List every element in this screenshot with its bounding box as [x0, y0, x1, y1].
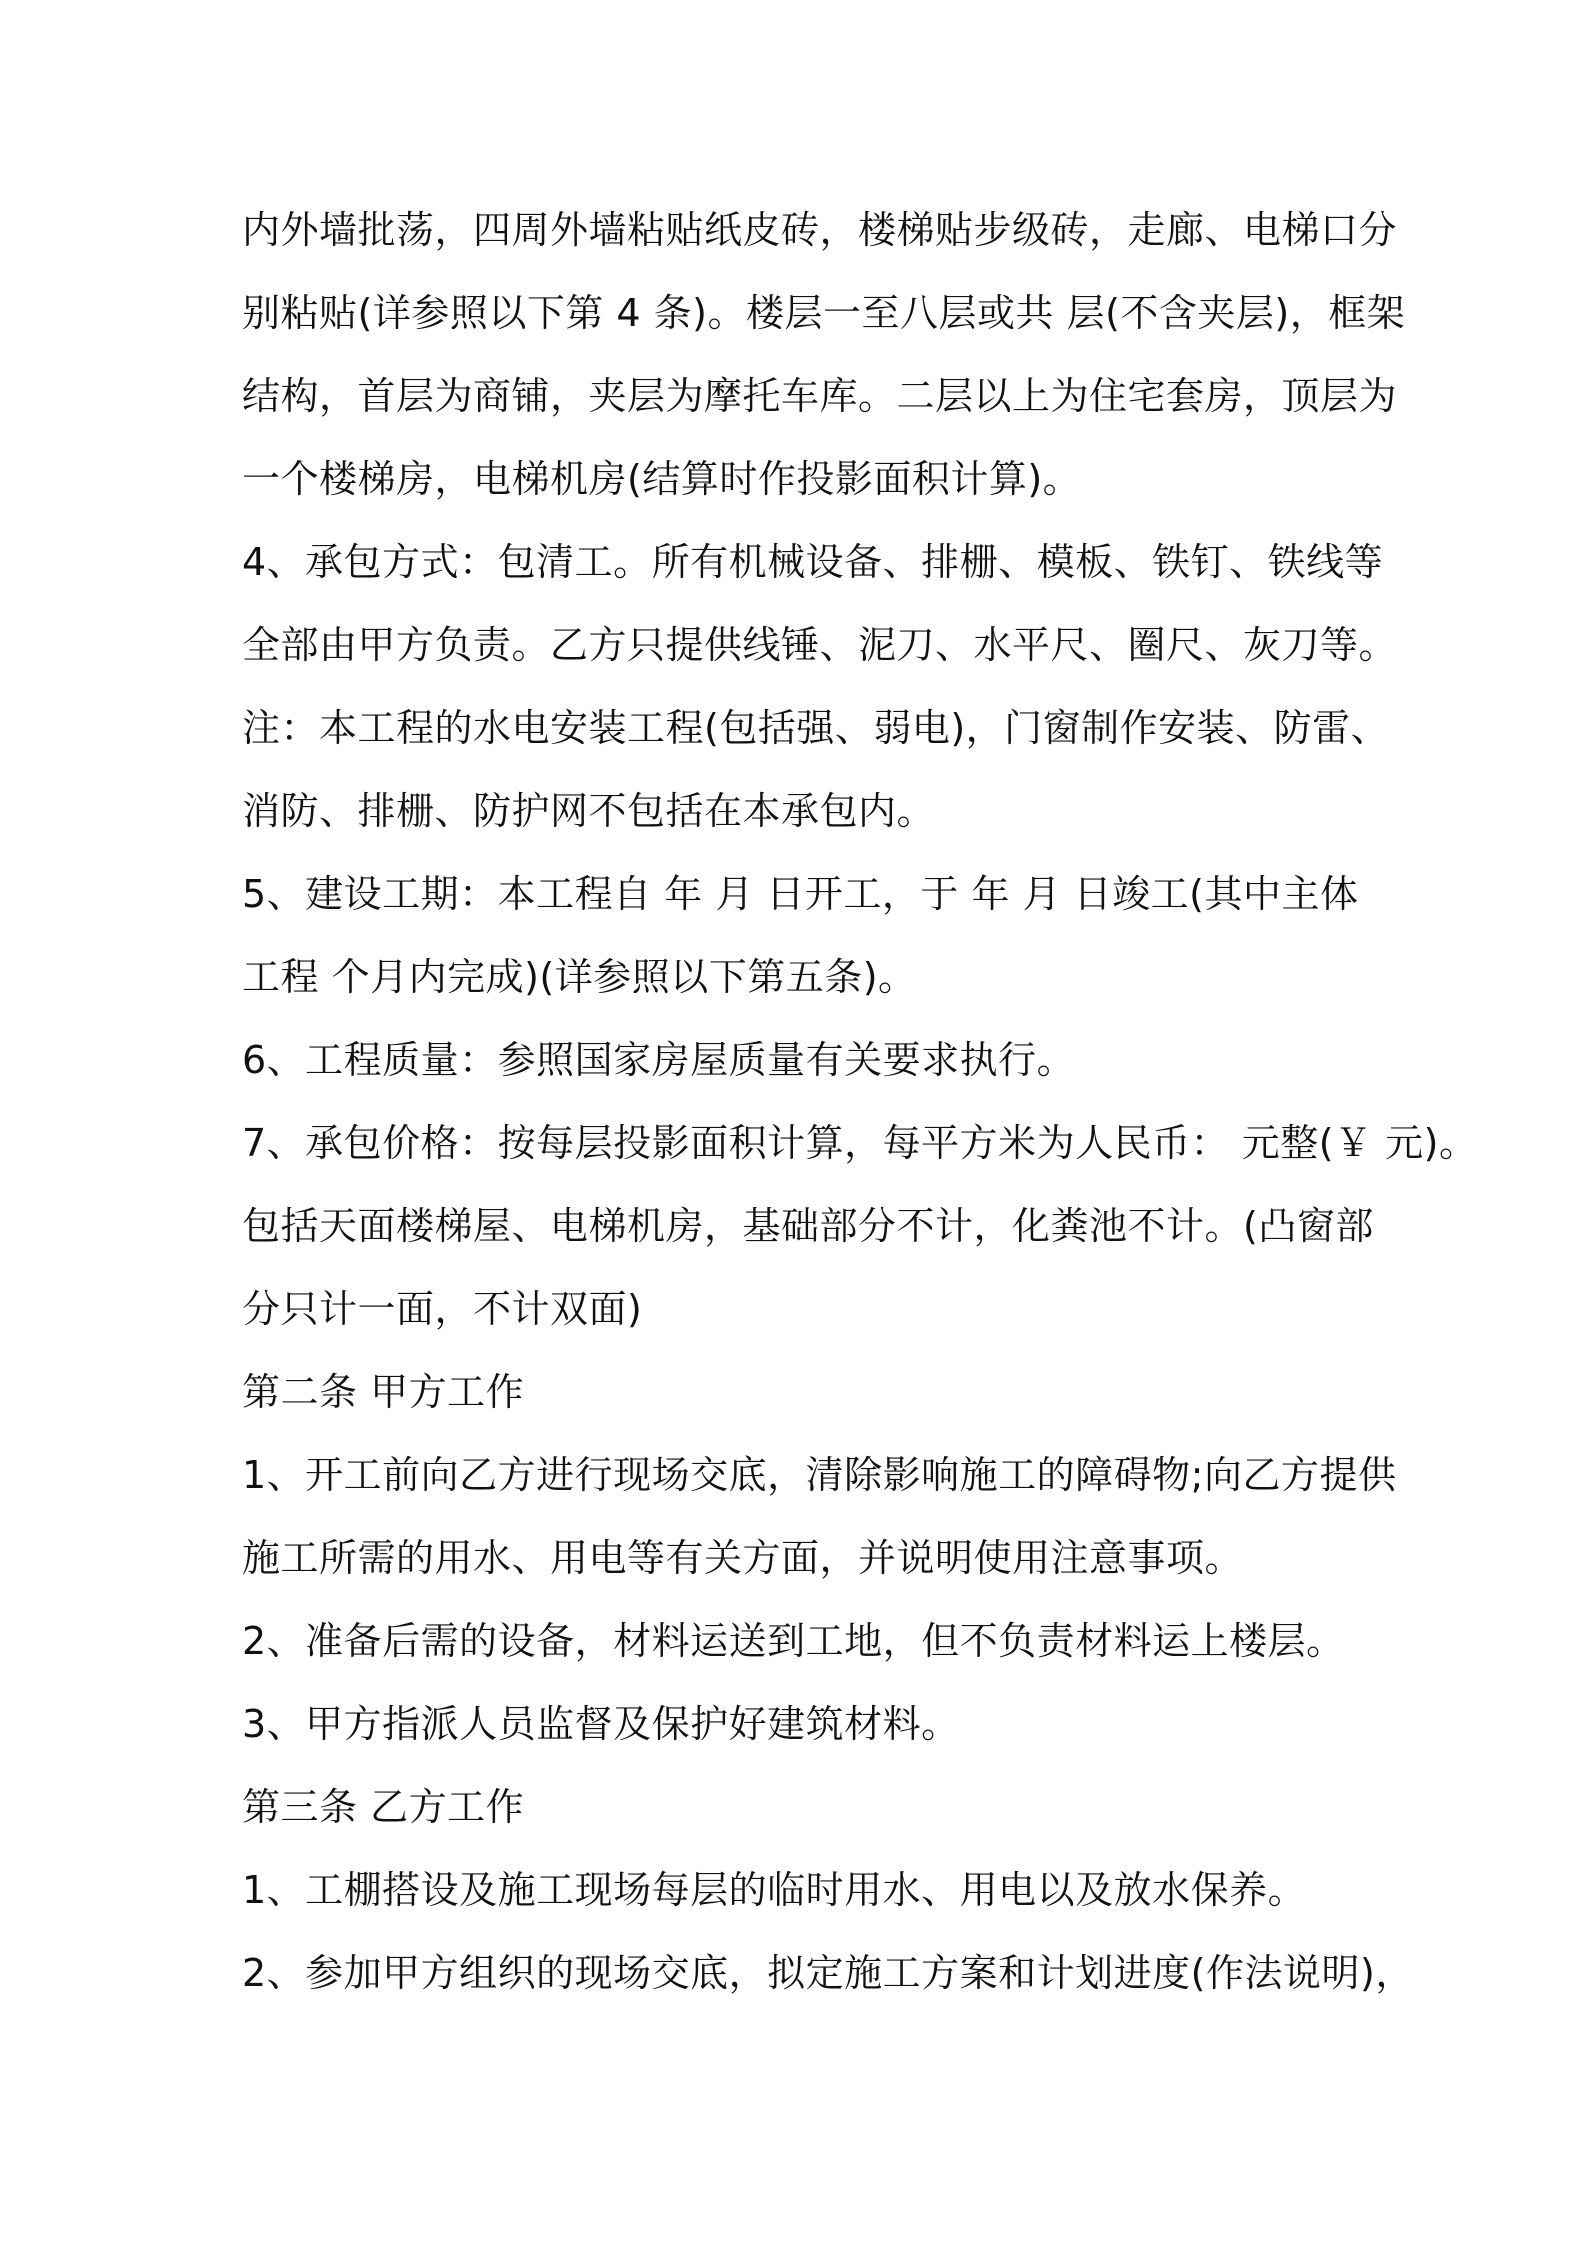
text-line: 一个楼梯房，电梯机房(结算时作投影面积计算)。	[242, 457, 1082, 501]
text-line: 2、准备后需的设备，材料运送到工地，但不负责材料运上楼层。	[242, 1619, 1345, 1663]
text-line: 1、工棚搭设及施工现场每层的临时用水、用电以及放水保养。	[242, 1868, 1307, 1912]
text-line: 消防、排栅、防护网不包括在本承包内。	[242, 789, 936, 833]
text-line: 5、建设工期：本工程自 年 月 日开工，于 年 月 日竣工(其中主体	[242, 872, 1359, 916]
text-line: 内外墙批荡，四周外墙粘贴纸皮砖，楼梯贴步级砖，走廊、电梯口分	[242, 208, 1398, 252]
text-line: 注：本工程的水电安装工程(包括强、弱电)，门窗制作安装、防雷、	[242, 706, 1390, 750]
text-line: 2、参加甲方组织的现场交底，拟定施工方案和计划进度(作法说明)，	[242, 1951, 1414, 1995]
text-line: 1、开工前向乙方进行现场交底，清除影响施工的障碍物;向乙方提供	[242, 1453, 1397, 1497]
text-line: 分只计一面，不计双面)	[242, 1287, 643, 1331]
text-line: 施工所需的用水、用电等有关方面，并说明使用注意事项。	[242, 1536, 1244, 1580]
text-line: 工程 个月内完成)(详参照以下第五条)。	[242, 955, 917, 999]
text-line: 全部由甲方负责。乙方只提供线锤、泥刀、水平尺、圈尺、灰刀等。	[242, 623, 1398, 667]
section-heading: 第二条 甲方工作	[242, 1370, 525, 1414]
section-heading: 第三条 乙方工作	[242, 1785, 525, 1829]
text-line: 结构，首层为商铺，夹层为摩托车库。二层以上为住宅套房，顶层为	[242, 374, 1398, 418]
text-line: 7、承包价格：按每层投影面积计算，每平方米为人民币： 元整(￥ 元)。	[242, 1121, 1478, 1165]
text-line: 包括天面楼梯屋、电梯机房，基础部分不计，化粪池不计。(凸窗部	[242, 1204, 1374, 1248]
text-line: 3、甲方指派人员监督及保护好建筑材料。	[242, 1702, 960, 1746]
text-line: 4、承包方式：包清工。所有机械设备、排栅、模板、铁钉、铁线等	[242, 540, 1384, 584]
text-line: 6、工程质量：参照国家房屋质量有关要求执行。	[242, 1038, 1076, 1082]
text-line: 别粘贴(详参照以下第 4 条)。楼层一至八层或共 层(不含夹层)，框架	[242, 291, 1406, 335]
